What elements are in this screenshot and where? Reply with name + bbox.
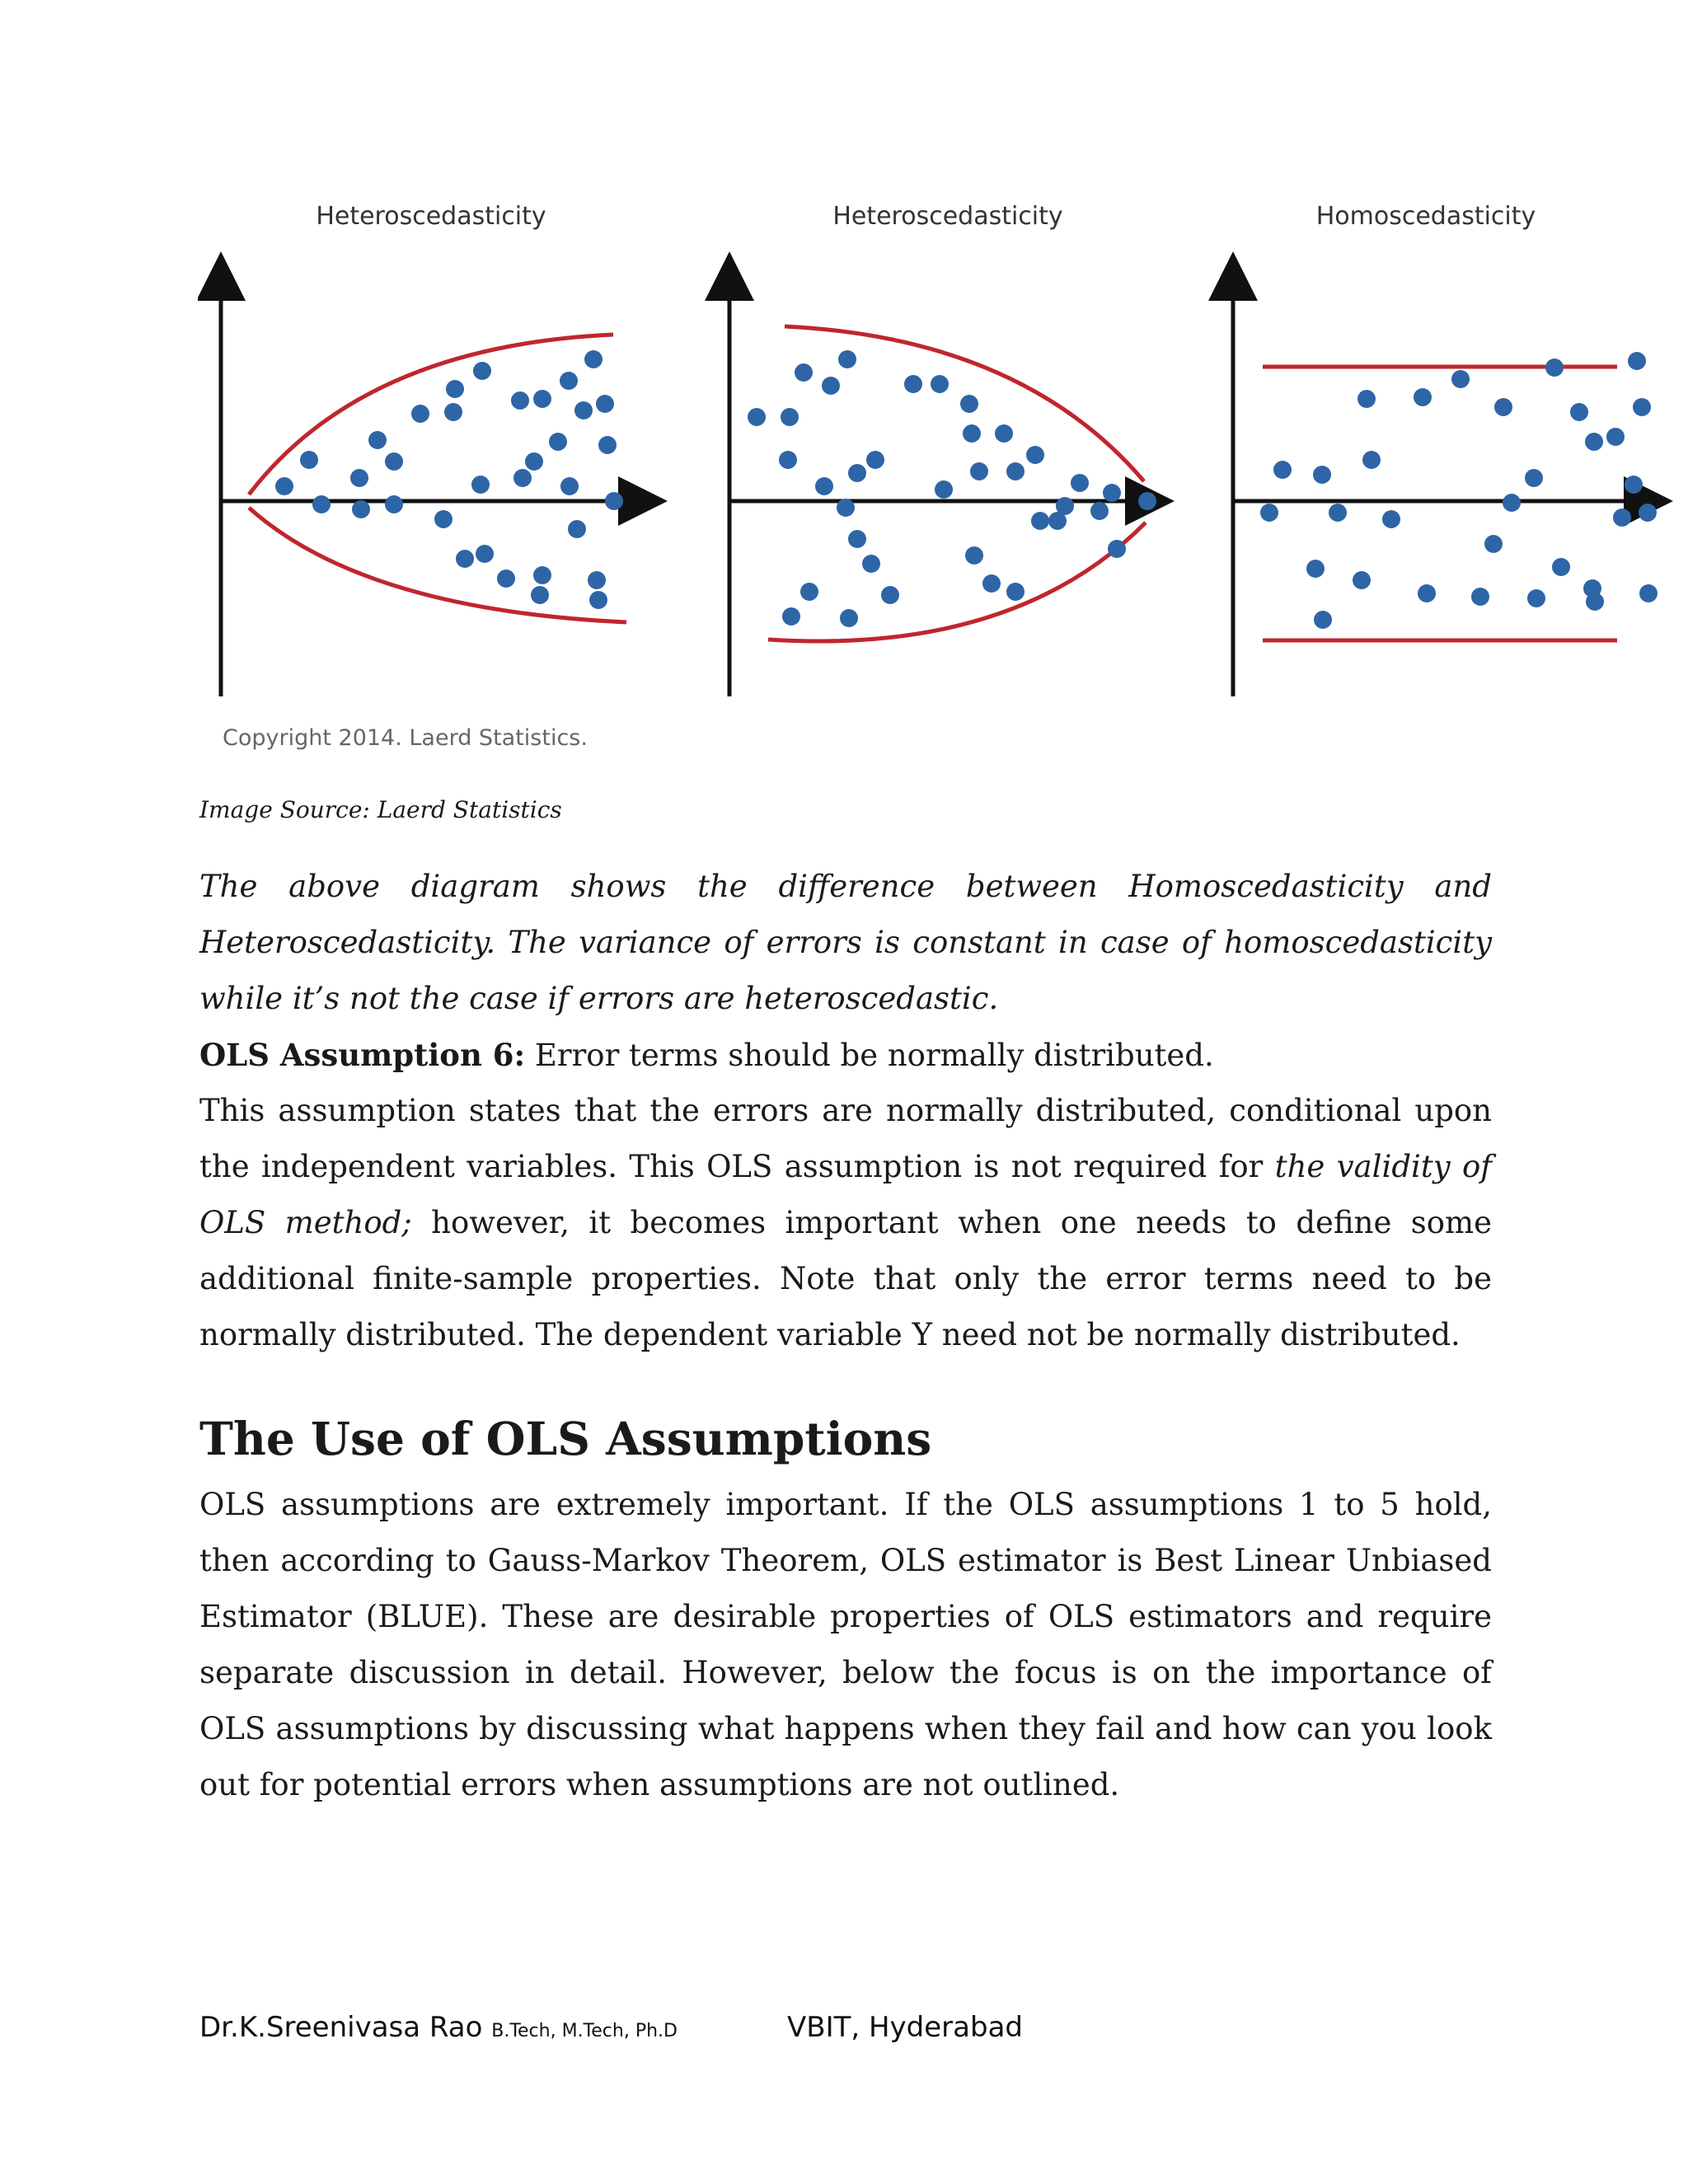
copyright-note: Copyright 2014. Laerd Statistics.: [223, 725, 588, 751]
data-point: [822, 377, 840, 395]
data-point: [1329, 504, 1347, 522]
data-point: [1552, 558, 1570, 576]
data-point: [549, 433, 567, 451]
data-point: [840, 609, 858, 627]
data-point: [1103, 484, 1121, 502]
data-point: [838, 350, 856, 368]
data-point: [446, 380, 464, 398]
points-3: [1260, 352, 1658, 629]
data-point: [1357, 390, 1376, 408]
footer-author: [199, 2011, 678, 2044]
data-point: [782, 607, 800, 626]
data-point: [598, 436, 617, 454]
data-point: [525, 452, 543, 471]
data-point: [568, 520, 586, 538]
data-point: [1260, 504, 1278, 522]
data-point: [473, 362, 491, 380]
data-point: [1484, 535, 1503, 553]
upper-bound-1: [249, 335, 613, 494]
data-point: [1471, 588, 1489, 606]
data-point: [1006, 583, 1025, 601]
data-point: [1313, 466, 1331, 484]
data-point: [352, 500, 370, 518]
data-point: [531, 586, 549, 604]
data-point: [1273, 461, 1292, 479]
data-point: [312, 495, 331, 513]
data-point: [1494, 398, 1512, 416]
points-2: [748, 350, 1156, 627]
data-point: [1503, 494, 1521, 512]
data-point: [434, 510, 452, 528]
assumption-6-label: OLS Assumption 6:: [199, 1037, 526, 1073]
data-point: [1451, 370, 1470, 388]
data-point: [1353, 571, 1371, 589]
author-name: Dr.K.Sreenivasa Rao: [199, 2011, 483, 2044]
data-point: [1527, 589, 1545, 607]
points-1: [275, 350, 623, 609]
data-point: [1625, 476, 1643, 494]
data-point: [781, 408, 799, 426]
data-point: [596, 395, 614, 413]
data-point: [385, 495, 403, 513]
footer-institute: VBIT, Hyderabad: [787, 2011, 1023, 2044]
data-point: [965, 546, 983, 565]
data-point: [476, 545, 494, 563]
data-point: [935, 480, 953, 499]
data-point: [1586, 593, 1604, 611]
data-point: [748, 408, 766, 426]
data-point: [1570, 403, 1588, 421]
data-point: [1382, 510, 1400, 528]
data-point: [456, 550, 474, 568]
data-point: [588, 571, 606, 589]
data-point: [1418, 584, 1436, 602]
data-point: [533, 390, 551, 408]
data-point: [300, 451, 318, 469]
data-point: [779, 451, 797, 469]
data-point: [497, 569, 515, 588]
assumption-6-paragraph: [199, 1083, 1492, 1363]
lower-bound-2: [768, 523, 1146, 641]
data-point: [350, 469, 368, 487]
data-point: [1090, 502, 1109, 520]
image-caption: Image Source: Laerd Statistics: [199, 796, 562, 823]
data-point: [511, 391, 529, 410]
data-point: [275, 477, 293, 495]
data-point: [1606, 428, 1625, 446]
data-point: [862, 555, 880, 573]
data-point: [1525, 469, 1543, 487]
data-point: [471, 476, 490, 494]
data-point: [815, 477, 833, 495]
data-point: [589, 591, 607, 609]
data-point: [1071, 474, 1089, 492]
data-point: [368, 431, 387, 449]
data-point: [848, 530, 866, 548]
assumption-6-italic: the validity of OLS method;: [199, 1149, 1492, 1240]
data-point: [1314, 611, 1332, 629]
chart-title-2: Heteroscedasticity: [832, 202, 1063, 231]
section-heading: The Use of OLS Assumptions: [199, 1412, 932, 1465]
data-point: [970, 462, 988, 480]
data-point: [1639, 584, 1658, 602]
data-point: [1545, 359, 1564, 377]
data-point: [1585, 433, 1603, 451]
data-point: [1108, 540, 1126, 558]
data-point: [560, 477, 579, 495]
author-degrees: B.Tech, M.Tech, Ph.D: [491, 2021, 678, 2041]
data-point: [837, 499, 855, 517]
data-point: [881, 586, 899, 604]
use-paragraph: OLS assumptions are extremely important. If the OLS assumptions 1 to 5 hold, then according to Gauss-Markov Theorem, OLS estimator is Best Linear Unbiased Estimator (BLUE). These are desirable properties of OLS estimators and require separate discussion in detail. However, below the focus is on the importance of OLS assumptions by discussing what happens when they fail and how can you look out for potential errors when assumptions are not outlined.: [199, 1487, 1492, 1802]
data-point: [1628, 352, 1646, 370]
data-point: [1006, 462, 1025, 480]
data-point: [960, 395, 978, 413]
data-point: [904, 375, 922, 393]
data-point: [963, 424, 981, 443]
data-point: [411, 405, 429, 423]
data-point: [1639, 504, 1657, 522]
data-point: [848, 464, 866, 482]
intro-paragraph: The above diagram shows the difference between Homoscedasticity and Heteroscedasticity. The variance of errors is constant in case of homoscedasticity while it’s not the case if errors are heteroscedastic.: [199, 869, 1492, 1016]
data-point: [982, 574, 1001, 593]
data-point: [866, 451, 884, 469]
chart-title-1: Heteroscedasticity: [316, 202, 546, 231]
data-point: [605, 492, 623, 510]
data-point: [995, 424, 1013, 443]
data-point: [1613, 509, 1631, 527]
assumption-6-text: Error terms should be normally distributed.: [525, 1038, 1214, 1073]
scedasticity-diagram: [198, 165, 1681, 775]
data-point: [1138, 492, 1156, 510]
data-point: [560, 372, 578, 390]
data-point: [444, 403, 462, 421]
data-point: [1056, 497, 1074, 515]
data-point: [800, 583, 818, 601]
data-point: [1026, 446, 1044, 464]
data-point: [795, 363, 813, 382]
assumption-6-part2: however, it becomes important when one needs to define some additional finite-sample properties. Note that only the error terms need to be normally distributed. The dependent variable Y need not be normally distributed.: [199, 1205, 1492, 1352]
data-point: [931, 375, 949, 393]
data-point: [513, 469, 532, 487]
data-point: [533, 566, 551, 584]
data-point: [1362, 451, 1381, 469]
assumption-6-part1: This assumption states that the errors are normally distributed, conditional upon the independent variables. This OLS assumption is not required for: [199, 1093, 1492, 1184]
data-point: [1633, 398, 1651, 416]
chart-title-3: Homoscedasticity: [1315, 202, 1536, 231]
data-point: [1414, 388, 1432, 406]
data-point: [584, 350, 603, 368]
data-point: [385, 452, 403, 471]
scedasticity-figure: [198, 165, 1681, 775]
data-point: [1031, 512, 1049, 530]
assumption-6-line: [199, 1027, 1492, 1084]
data-point: [1306, 560, 1325, 578]
data-point: [574, 401, 593, 419]
